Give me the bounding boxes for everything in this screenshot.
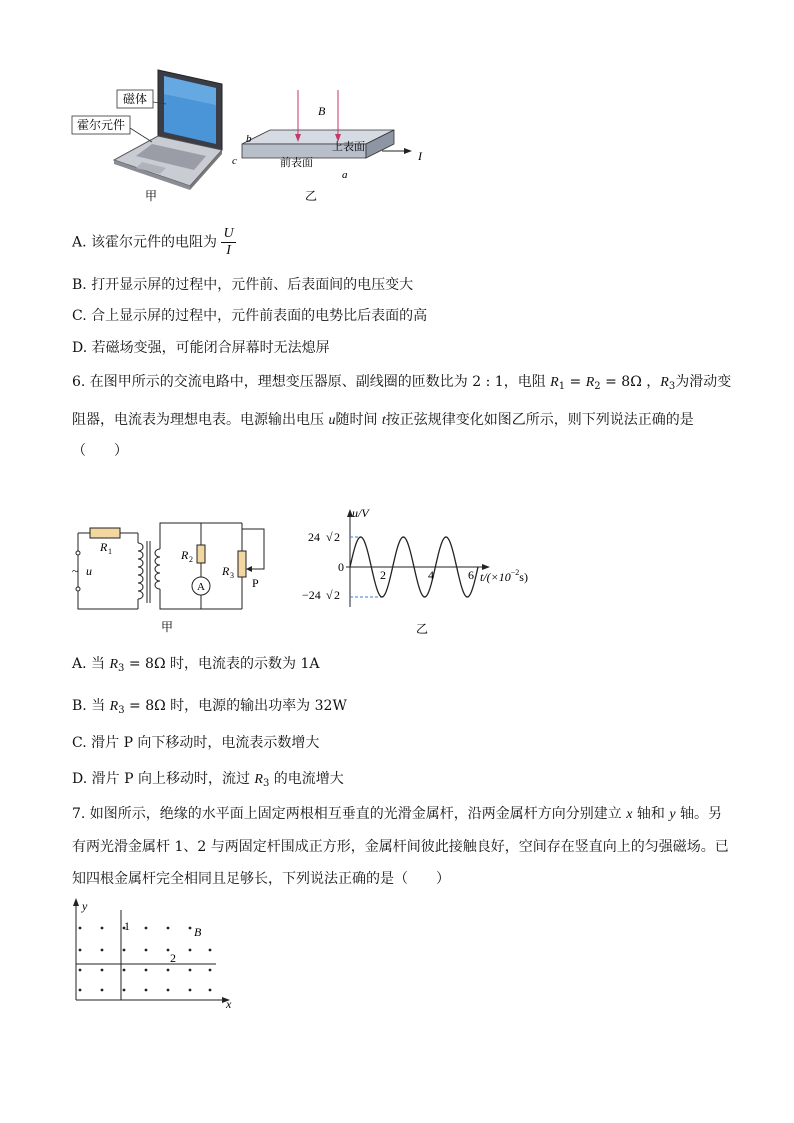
- field-dot: [79, 927, 82, 930]
- figure-q6-circuit: [68, 515, 278, 635]
- hall-element-block: [242, 130, 394, 158]
- axis-x-label: x: [226, 997, 232, 1011]
- svg-text:R: R: [222, 564, 230, 578]
- field-dot: [167, 989, 170, 992]
- svg-text:甲: 甲: [160, 620, 174, 634]
- field-dot: [189, 927, 192, 930]
- field-dot: [209, 949, 212, 952]
- magnet-label: 磁体: [122, 92, 148, 106]
- field-dot: [189, 949, 192, 952]
- field-dot: [145, 989, 148, 992]
- svg-text:2: 2: [189, 555, 193, 564]
- field-dot: [167, 969, 170, 972]
- field-dot: [123, 989, 126, 992]
- q5-option-c: C. 合上显示屏的过程中，元件前表面的电势比后表面的高: [72, 308, 428, 324]
- field-dot: [189, 989, 192, 992]
- label-b: b: [246, 133, 252, 145]
- figure-q6-chart: [300, 505, 550, 640]
- label-I: I: [418, 149, 422, 163]
- label-front-surface: 前表面: [280, 157, 313, 169]
- q5-option-d: D. 若磁场变强，可能闭合屏幕时无法熄屏: [72, 340, 330, 356]
- field-dot: [79, 969, 82, 972]
- y-axis-label: u/V: [352, 506, 369, 520]
- svg-text:R: R: [181, 548, 189, 562]
- field-dot: [167, 949, 170, 952]
- axis-y-label: y: [82, 899, 88, 913]
- q5-option-a-text: A. 该霍尔元件的电阻为: [72, 234, 218, 251]
- rod-1-label: 1: [124, 919, 130, 933]
- rod-2-label: 2: [170, 951, 176, 965]
- field-dot: [209, 989, 212, 992]
- y-tick-max: [308, 530, 340, 544]
- slider-p-label: P: [252, 576, 259, 590]
- figure-q7: [66, 896, 246, 1011]
- q7-stem-line1: 7. 如图所示，绝缘的水平面上固定两根相互垂直的光滑金属杆，沿两金属杆方向分别建立 x 轴和 y 轴。另: [72, 806, 723, 822]
- q6-option-a: A. 当 $R_3 = 8\Omega$ 时，电流表的示数为 1A: [72, 656, 320, 674]
- q7-stem-line2: 有两光滑金属杆 1、2 与两固定杆围成正方形，金属杆间彼此接触良好，空间存在竖直向上的匀强磁场。已: [72, 839, 729, 855]
- x-tick-6: 6: [468, 568, 474, 582]
- field-dot: [101, 969, 104, 972]
- field-dot: [145, 927, 148, 930]
- field-dot: [101, 989, 104, 992]
- rheostat-r3: [238, 551, 246, 577]
- caption-yi-2: 乙: [415, 622, 429, 636]
- label-c: c: [232, 155, 237, 167]
- svg-text:√: √: [326, 588, 333, 602]
- q6-option-d: D. 滑片 P 向上移动时，流过 $R_3$ 的电流增大: [72, 771, 344, 789]
- label-a: a: [342, 169, 348, 181]
- q6-stem-line2: 阻器，电流表为理想电表。电源输出电压 u随时间 t按正弦规律变化如图乙所示，则下列说法正确的是: [72, 412, 694, 428]
- caption-jia: 甲: [144, 189, 158, 203]
- fraction-numerator: U: [223, 226, 234, 241]
- svg-text:R: R: [100, 540, 108, 554]
- svg-text:24: 24: [308, 530, 320, 544]
- field-dot: [145, 969, 148, 972]
- field-dot: [145, 949, 148, 952]
- figure-q5: [70, 60, 450, 205]
- field-dot: [167, 927, 170, 930]
- x-tick-4: 4: [428, 568, 434, 582]
- field-dot: [189, 969, 192, 972]
- resistor-r1: [90, 528, 120, 538]
- origin-label: 0: [338, 560, 344, 574]
- magnetic-field-dots: [79, 927, 212, 992]
- field-B-label: B: [194, 925, 202, 939]
- x-tick-2: 2: [380, 568, 386, 582]
- svg-text:√: √: [326, 530, 333, 544]
- q6-stem-line1: 6. 在图甲所示的交流电路中，理想变压器原、副线圈的匝数比为 2 : 1，电阻 $R_1 = R_2 = 8\Omega$ ，$R_3$为滑动变: [72, 374, 732, 392]
- label-B: B: [318, 104, 326, 118]
- field-dot: [209, 969, 212, 972]
- svg-text:2: 2: [334, 530, 340, 544]
- ac-source-symbol: ~: [72, 564, 79, 578]
- caption-yi: 乙: [304, 189, 318, 203]
- fraction-u-over-i: [221, 226, 235, 259]
- y-tick-min: [302, 588, 340, 602]
- field-dot: [79, 949, 82, 952]
- svg-text:2: 2: [334, 588, 340, 602]
- field-dot: [101, 949, 104, 952]
- label-top-surface: 上表面: [332, 141, 365, 153]
- resistor-r2: [197, 545, 205, 563]
- svg-text:−24: −24: [302, 588, 321, 602]
- q5-option-b: B. 打开显示屏的过程中，元件前、后表面间的电压变大: [72, 277, 414, 293]
- q7-stem-line3: 知四根金属杆完全相同且足够长，下列说法正确的是（ ）: [72, 871, 450, 887]
- q5-option-a: [72, 226, 236, 259]
- svg-text:3: 3: [230, 571, 234, 580]
- svg-text:1: 1: [108, 547, 112, 556]
- svg-text:u: u: [86, 564, 92, 578]
- fraction-denominator: I: [226, 243, 231, 258]
- q6-option-c: C. 滑片 P 向下移动时，电流表示数增大: [72, 735, 320, 751]
- svg-text:A: A: [197, 581, 205, 593]
- q6-stem-line3: （ ）: [72, 443, 128, 459]
- field-dot: [123, 949, 126, 952]
- q6-option-b: B. 当 $R_3 = 8\Omega$ 时，电源的输出功率为 32W: [72, 698, 347, 716]
- field-dot: [123, 969, 126, 972]
- x-axis-label: $t/(\times 10^{-2}s)$: [480, 568, 528, 584]
- hall-label: 霍尔元件: [76, 118, 126, 132]
- field-dot: [79, 989, 82, 992]
- field-dot: [101, 927, 104, 930]
